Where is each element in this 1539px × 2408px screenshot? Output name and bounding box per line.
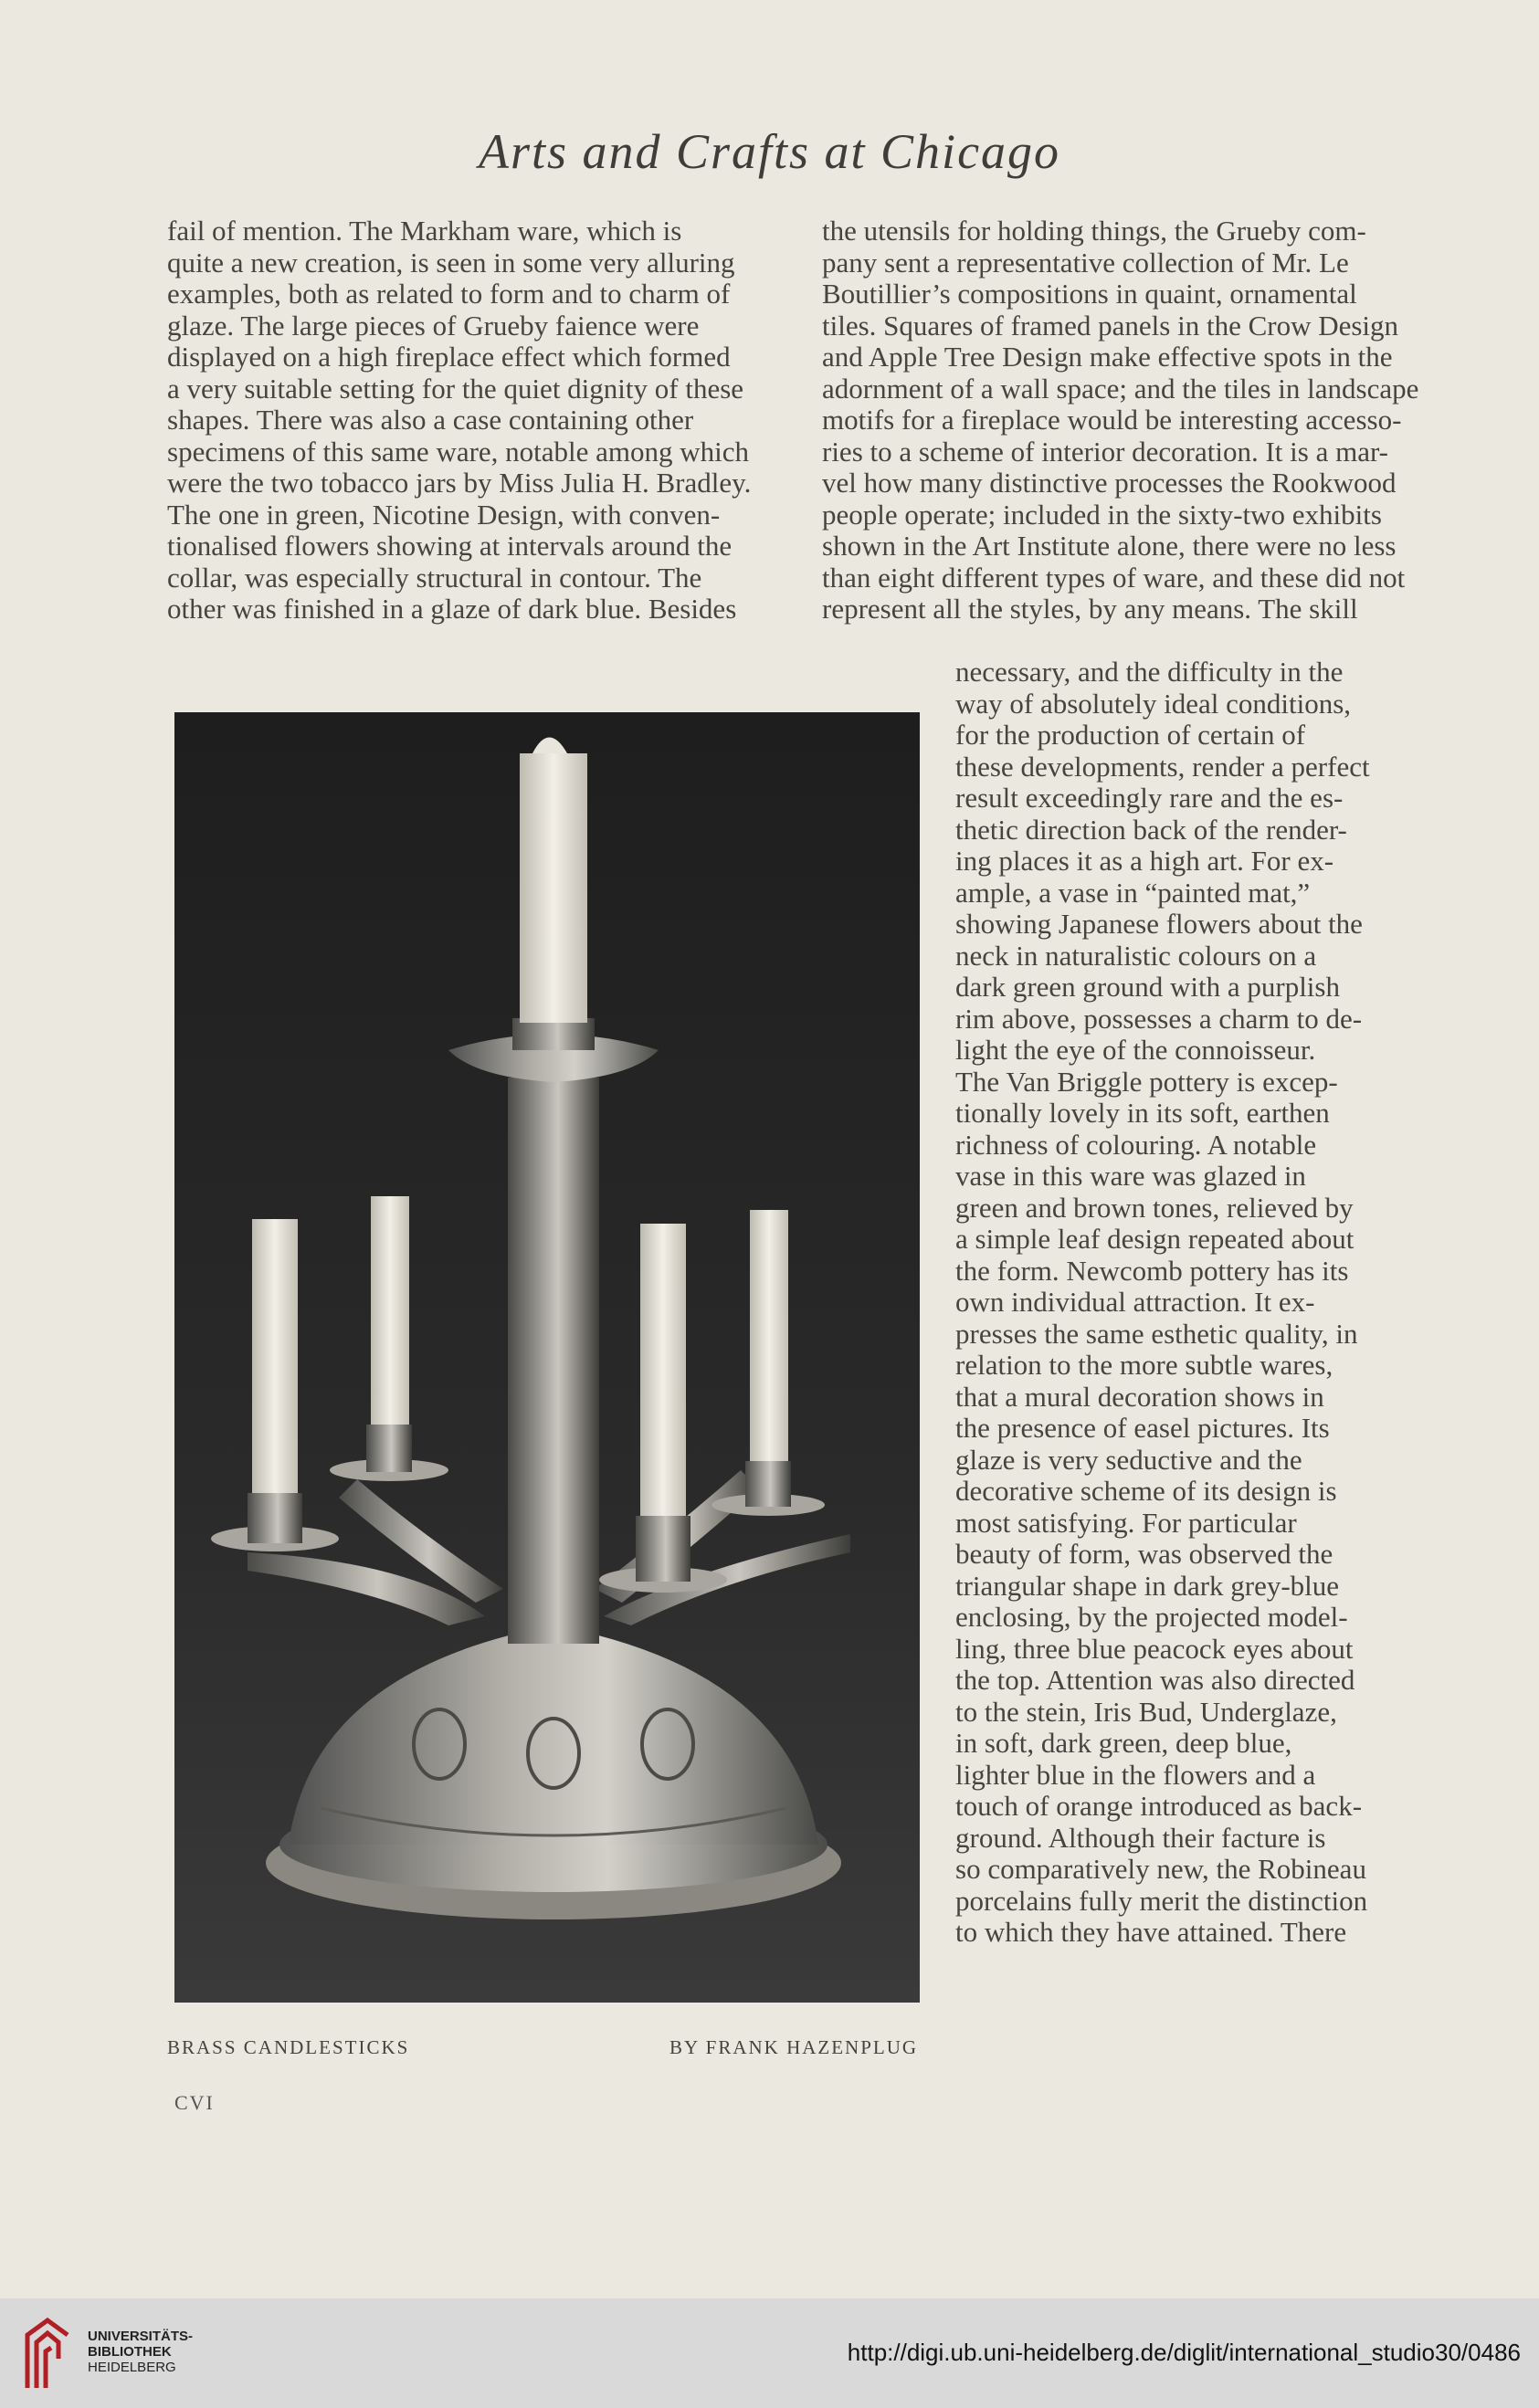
text-column-right-top — [822, 216, 1423, 626]
figure-caption-left: BRASS CANDLESTICKS — [167, 2036, 410, 2058]
text-line: dark green ground with a purplish — [955, 972, 1340, 1003]
text-line: light the eye of the connoisseur. — [955, 1035, 1316, 1066]
text-line: enclosing, by the projected model- — [955, 1602, 1348, 1633]
text-line: ample, a vase in “painted mat,” — [955, 877, 1311, 909]
text-line: most satisfying. For particular — [955, 1507, 1297, 1539]
text-line: vel how many distinctive processes the Rookwood — [822, 468, 1397, 499]
text-line: a very suitable setting for the quiet dignity of these — [167, 373, 744, 405]
text-line: ground. Although their facture is — [955, 1822, 1326, 1854]
text-line: glaze. The large pieces of Grueby faience were — [167, 310, 700, 342]
text-line: tionally lovely in its soft, earthen — [955, 1098, 1330, 1129]
text-line: decorative scheme of its design is — [955, 1476, 1337, 1507]
text-line: people operate; included in the sixty-two exhibits — [822, 499, 1382, 531]
text-line: to which they have attained. There — [955, 1917, 1347, 1948]
text-line: pany sent a representative collection of Mr. Le — [822, 247, 1349, 279]
page-folio: CVI — [174, 2091, 215, 2114]
text-line: to the stein, Iris Bud, Underglaze, — [955, 1696, 1337, 1728]
text-line: were the two tobacco jars by Miss Julia H. Bradley. — [167, 468, 752, 499]
text-column-right-narrow — [955, 657, 1423, 1949]
text-line: touch of orange introduced as back- — [955, 1791, 1363, 1822]
text-line: porcelains fully merit the distinction — [955, 1885, 1368, 1917]
text-line: rim above, possesses a charm to de- — [955, 1003, 1363, 1035]
text-line: ries to a scheme of interior decoration. It is a mar- — [822, 436, 1388, 468]
text-line: other was finished in a glaze of dark blue. Besides — [167, 594, 737, 625]
text-line: shown in the Art Institute alone, there were no less — [822, 531, 1397, 562]
footer-bar — [0, 2298, 1539, 2408]
text-line: richness of colouring. A notable — [955, 1129, 1317, 1161]
text-line: Boutillier’s compositions in quaint, ornamental — [822, 279, 1357, 310]
library-name-line: HEIDELBERG — [88, 2360, 176, 2375]
text-line: ing places it as a high art. For ex- — [955, 846, 1334, 877]
text-line: The Van Briggle pottery is excep- — [955, 1066, 1338, 1098]
text-column-left — [167, 216, 785, 626]
text-line: represent all the styles, by any means. The skill — [822, 594, 1358, 625]
candlestick-photo — [174, 712, 920, 2003]
text-line: collar, was especially structural in contour. The — [167, 562, 702, 594]
text-line: displayed on a high fireplace effect which formed — [167, 342, 731, 373]
text-line: lighter blue in the flowers and a — [955, 1759, 1316, 1791]
library-logo-icon — [20, 2315, 77, 2390]
library-name-line: UNIVERSITÄTS- — [88, 2329, 194, 2344]
library-name — [88, 2329, 193, 2375]
text-line: beauty of form, was observed the — [955, 1539, 1333, 1570]
text-line: that a mural decoration shows in — [955, 1381, 1324, 1413]
text-line: the form. Newcomb pottery has its — [955, 1255, 1349, 1287]
text-line: thetic direction back of the render- — [955, 814, 1347, 846]
text-line: glaze is very seductive and the — [955, 1444, 1302, 1476]
text-line: triangular shape in dark grey-blue — [955, 1570, 1340, 1602]
text-line: ling, three blue peacock eyes about — [955, 1633, 1354, 1665]
figure-caption-right: BY FRANK HAZENPLUG — [669, 2036, 919, 2058]
text-line: these developments, render a perfect — [955, 751, 1370, 783]
text-line: motifs for a fireplace would be interesting accesso- — [822, 405, 1402, 436]
text-line: a simple leaf design repeated about — [955, 1224, 1355, 1255]
text-line: tionalised flowers showing at intervals around the — [167, 531, 733, 562]
text-line: quite a new creation, is seen in some very alluring — [167, 247, 735, 279]
text-line: than eight different types of ware, and these did not — [822, 562, 1406, 594]
text-line: green and brown tones, relieved by — [955, 1192, 1354, 1224]
text-line: The one in green, Nicotine Design, with conven- — [167, 499, 721, 531]
text-line: necessary, and the difficulty in the — [955, 657, 1344, 688]
text-line: so comparatively new, the Robineau — [955, 1854, 1366, 1885]
text-line: in soft, dark green, deep blue, — [955, 1728, 1292, 1759]
text-line: the top. Attention was also directed — [955, 1665, 1355, 1696]
text-line: neck in naturalistic colours on a — [955, 940, 1317, 972]
page-title: Arts and Crafts at Chicago — [478, 124, 1061, 179]
text-line: fail of mention. The Markham ware, which is — [167, 216, 682, 247]
text-line: presses the same esthetic quality, in — [955, 1318, 1358, 1350]
text-line: showing Japanese flowers about the — [955, 909, 1363, 940]
text-line: adornment of a wall space; and the tiles in landscape — [822, 373, 1419, 405]
text-line: for the production of certain of — [955, 720, 1306, 751]
text-line: the utensils for holding things, the Grueby com- — [822, 216, 1366, 247]
text-line: own individual attraction. It ex- — [955, 1287, 1315, 1318]
text-line: specimens of this same ware, notable among which — [167, 436, 750, 468]
source-url-link[interactable]: http://digi.ub.uni-heidelberg.de/diglit/international_studio30/0486 — [847, 2339, 1521, 2366]
text-line: result exceedingly rare and the es- — [955, 783, 1344, 814]
library-name-line: BIBLIOTHEK — [88, 2344, 172, 2360]
text-line: the presence of easel pictures. Its — [955, 1413, 1330, 1444]
text-line: relation to the more subtle wares, — [955, 1350, 1333, 1381]
text-line: and Apple Tree Design make effective spots in the — [822, 342, 1393, 373]
text-line: vase in this ware was glazed in — [955, 1161, 1306, 1192]
text-line: shapes. There was also a case containing other — [167, 405, 694, 436]
text-line: way of absolutely ideal conditions, — [955, 688, 1352, 720]
text-line: examples, both as related to form and to charm of — [167, 279, 731, 310]
text-line: tiles. Squares of framed panels in the Crow Design — [822, 310, 1399, 342]
